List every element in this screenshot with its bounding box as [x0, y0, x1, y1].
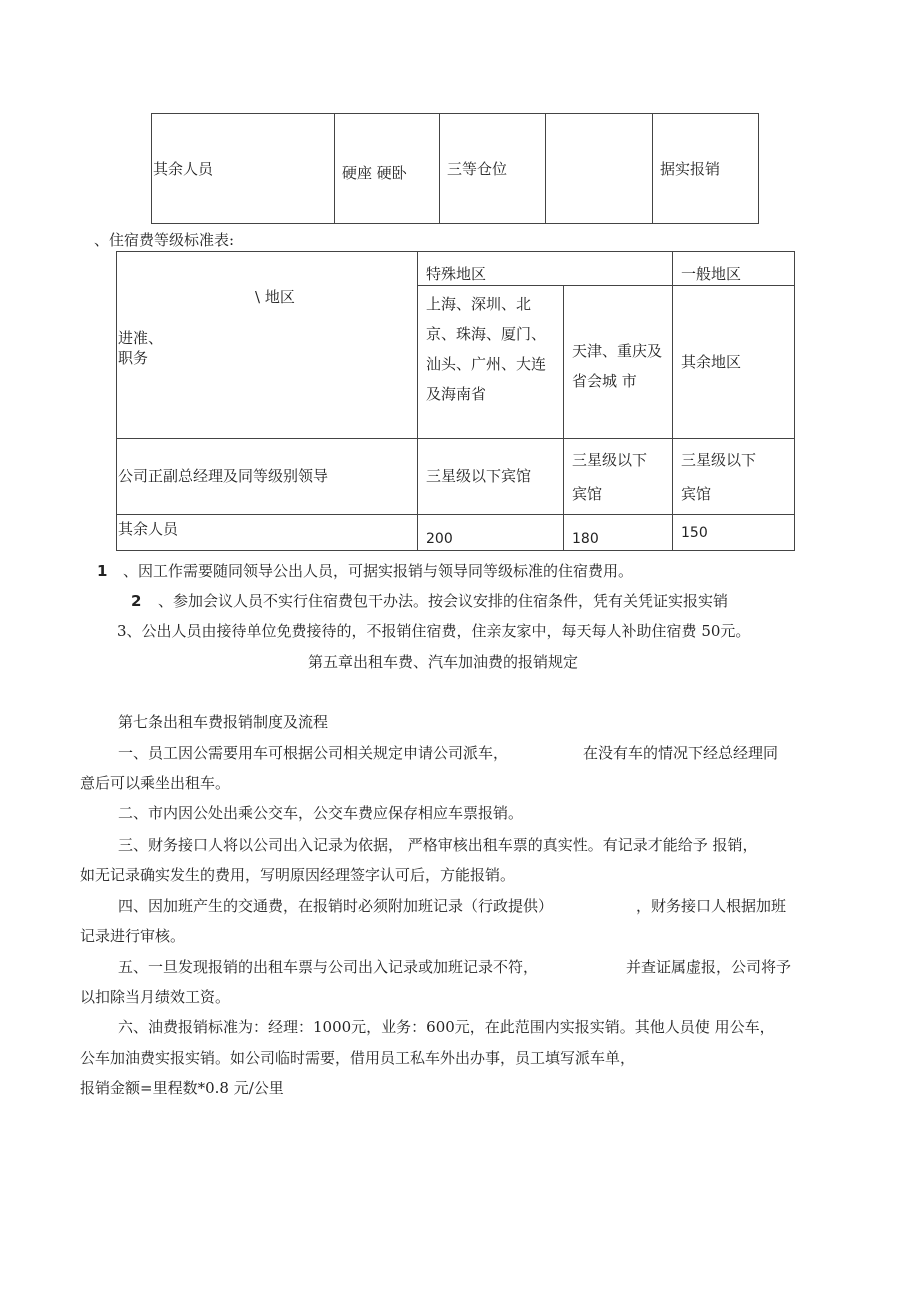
table-header-cell — [673, 252, 795, 286]
table-cell — [564, 439, 673, 515]
general-area-header: 一般地区 — [681, 265, 742, 283]
table-cell-value: 180 — [572, 531, 599, 547]
table-cell-text: 三星级以下宾馆 — [426, 467, 532, 485]
table-header-cell — [117, 252, 418, 439]
row-label: 其余人员 — [118, 520, 179, 538]
chapter-title: 第五章出租车费、汽车加油费的报销规定 — [308, 653, 579, 671]
table-cell — [117, 439, 418, 515]
article-title: 第七条出租车费报销制度及流程 — [118, 713, 329, 731]
cell-text: 硬座 硬卧 — [342, 164, 407, 182]
table-header-cell — [673, 286, 795, 439]
special-area-municipalities: 天津、重庆及省会城 市 — [572, 342, 663, 390]
paragraph-text: 三、财务接口人将以公司出入记录为依据， 严格审核出租车票的真实性。有记录才能给予 报销， — [118, 836, 758, 854]
transport-standard-table — [151, 113, 759, 224]
table-cell — [335, 114, 440, 224]
note-number: 1 — [97, 562, 108, 580]
header-position: 职务 — [118, 349, 149, 367]
paragraph-text: 记录进行审核。 — [80, 927, 186, 945]
paragraph-text: 二、市内因公处出乘公交车，公交车费应保存相应车票报销。 — [118, 804, 524, 822]
table-cell — [564, 515, 673, 551]
table-header-cell — [418, 252, 673, 286]
table-header-cell — [418, 286, 564, 439]
formula-text: 报销金额=里程数*0.8 元/公里 — [80, 1079, 284, 1097]
special-area-header: 特殊地区 — [426, 265, 487, 283]
table-header-cell — [564, 286, 673, 439]
row-label: 公司正副总经理及同等级别领导 — [118, 467, 329, 485]
paragraph-text: 在没有车的情况下经总经理同 — [583, 744, 779, 762]
table-cell-value: 200 — [426, 531, 453, 547]
lodging-standard-table — [116, 251, 795, 551]
paragraph-text: ，财务接口人根据加班 — [636, 897, 787, 915]
table-cell — [152, 114, 335, 224]
table-cell — [440, 114, 546, 224]
note-text: 、参加会议人员不实行住宿费包干办法。按会议安排的住宿条件，凭有关凭证实报实销 — [158, 592, 729, 610]
paragraph-text: 公车加油费实报实销。如公司临时需要，借用员工私车外出办事，员工填写派车单， — [80, 1049, 636, 1067]
note-text: 、因工作需要随同领导公出人员，可据实报销与领导同等级标准的住宿费用。 — [123, 562, 634, 580]
special-area-cities: 上海、深圳、北京、珠海、厦门、汕头、广州、大连及海南省 — [426, 295, 547, 403]
cell-text: 其余人员 — [153, 160, 214, 178]
paragraph-text: 一、员工因公需要用车可根据公司相关规定申请公司派车， — [118, 744, 509, 762]
table-cell — [673, 515, 795, 551]
paragraph-text: 并查证属虚报，公司将予 — [626, 958, 792, 976]
cell-text: 三等仓位 — [447, 160, 508, 178]
note-text: 3、公出人员由接待单位免费接待的，不报销住宿费，住亲友家中，每天每人补助住宿费 50元。 — [117, 622, 751, 640]
table-cell — [673, 439, 795, 515]
section-label: 、住宿费等级标准表: — [94, 231, 235, 249]
paragraph-text: 以扣除当月绩效工资。 — [80, 988, 231, 1006]
paragraph-text: 五、一旦发现报销的出租车票与公司出入记录或加班记录不符， — [118, 958, 539, 976]
general-area-other: 其余地区 — [681, 353, 742, 371]
table-cell-text: 三星级以下宾馆 — [681, 451, 757, 503]
table-cell-value: 150 — [681, 525, 708, 541]
table-cell — [546, 114, 653, 224]
table-cell-text: 三星级以下宾馆 — [572, 451, 648, 503]
table-cell — [653, 114, 759, 224]
table-cell — [418, 439, 564, 515]
note-number: 2 — [131, 592, 142, 610]
paragraph-text: 四、因加班产生的交通费，在报销时必须附加班记录（行政提供） — [118, 897, 554, 915]
header-level: 进准、 — [118, 329, 164, 347]
header-region: \ 地区 — [255, 288, 295, 306]
cell-text: 据实报销 — [660, 160, 721, 178]
paragraph-text: 意后可以乘坐出租车。 — [80, 774, 231, 792]
paragraph-text: 如无记录确实发生的费用，写明原因经理签字认可后，方能报销。 — [80, 866, 516, 884]
table-cell — [418, 515, 564, 551]
table-cell — [117, 515, 418, 551]
paragraph-text: 六、油费报销标准为：经理：1000元，业务：600元，在此范围内实报实销。其他人员使 用公车， — [118, 1018, 775, 1036]
